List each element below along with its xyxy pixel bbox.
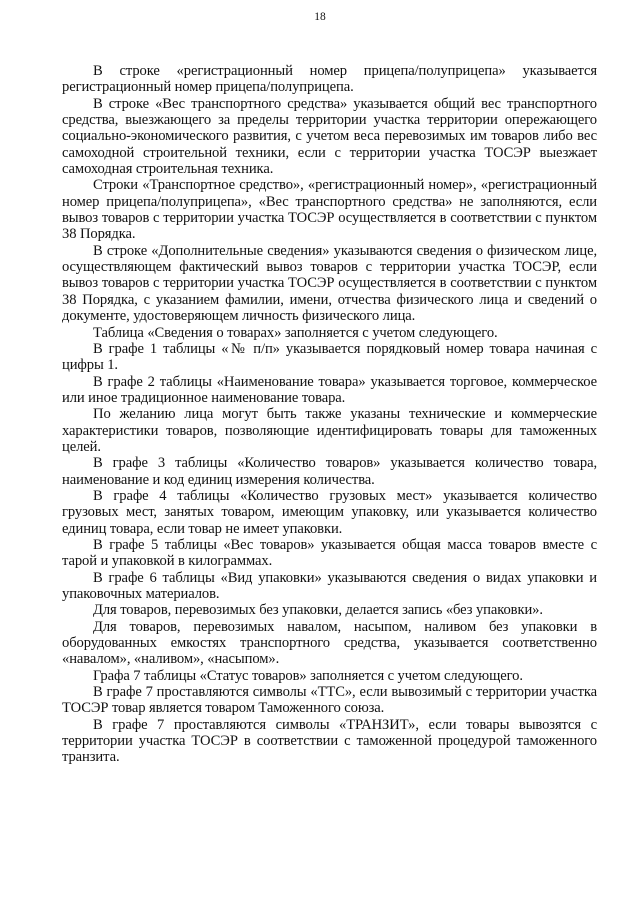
paragraph: В графе 7 проставляются символы «ТТС», если вывозимый с территории участка ТОСЭР товар является товаром Таможенного союза. <box>62 684 597 717</box>
paragraph: В графе 5 таблицы «Вес товаров» указывается общая масса товаров вместе с тарой и упаковкой в килограммах. <box>62 536 597 570</box>
paragraph: В графе 3 таблицы «Количество товаров» указывается количество товара, наименование и код единиц измерения количества. <box>62 455 597 488</box>
paragraph: В графе 4 таблицы «Количество грузовых мест» указывается количество грузовых мест, занятых товаром, имеющим упаковку, или указывается количество единиц товара, если товар не имеет упаковки. <box>62 487 597 537</box>
document-body <box>62 63 597 766</box>
paragraph: В графе 6 таблицы «Вид упаковки» указываются сведения о видах упаковки и упаковочных материалов. <box>62 569 597 602</box>
paragraph: Таблица «Сведения о товарах» заполняется с учетом следующего. <box>93 324 498 341</box>
paragraph: Для товаров, перевозимых навалом, насыпом, наливом без упаковки в оборудованных емкостях транспортного средства, указывается соответственно «навалом», «наливом», «насыпом». <box>62 618 597 668</box>
paragraph: Для товаров, перевозимых без упаковки, делается запись «без упаковки». <box>93 602 543 619</box>
page-number: 18 <box>314 11 326 23</box>
paragraph: В графе 1 таблицы «№ п/п» указывается порядковый номер товара начиная с цифры 1. <box>62 340 597 374</box>
paragraph: По желанию лица могут быть также указаны технические и коммерческие характеристики товаров, позволяющие идентифицировать товары для таможенных целей. <box>62 406 597 455</box>
paragraph: В строке «Вес транспортного средства» указывается общий вес транспортного средства, выезжающего за пределы территории участка территории опережающего социально-экономического развития, с учетом веса перевозимых им товаров либо вес самоходной строительной техники, если с территории участка ТОСЭР выезжает самоходная строительная техника. <box>62 95 597 178</box>
paragraph: Графа 7 таблицы «Статус товаров» заполняется с учетом следующего. <box>93 667 523 684</box>
paragraph: В строке «Дополнительные сведения» указываются сведения о физическом лице, осуществляющем фактический вывоз товаров с территории участка ТОСЭР, если вывоз товаров с территории участка ТОСЭР осуществляется в соответствии с пунктом 38 Порядка, с указанием фамилии, имени, отчества физического лица и сведений о документе, удостоверяющем личность физического лица. <box>62 242 597 325</box>
paragraph: Строки «Транспортное средство», «регистрационный номер», «регистрационный номер прицепа/полуприцепа», «Вес транспортного средства» не заполняются, если вывоз товаров с территории участка ТОСЭР осуществляется в соответствии с пунктом 38 Порядка. <box>62 177 597 243</box>
paragraph: В графе 7 проставляются символы «ТРАНЗИТ», если товары вывозятся с территории участка ТОСЭР в соответствии с таможенной процедурой таможенного транзита. <box>62 716 597 766</box>
paragraph: В строке «регистрационный номер прицепа/полуприцепа» указывается регистрационный номер прицепа/полуприцепа. <box>62 63 597 96</box>
paragraph: В графе 2 таблицы «Наименование товара» указывается торговое, коммерческое или иное традиционное наименование товара. <box>62 373 597 406</box>
